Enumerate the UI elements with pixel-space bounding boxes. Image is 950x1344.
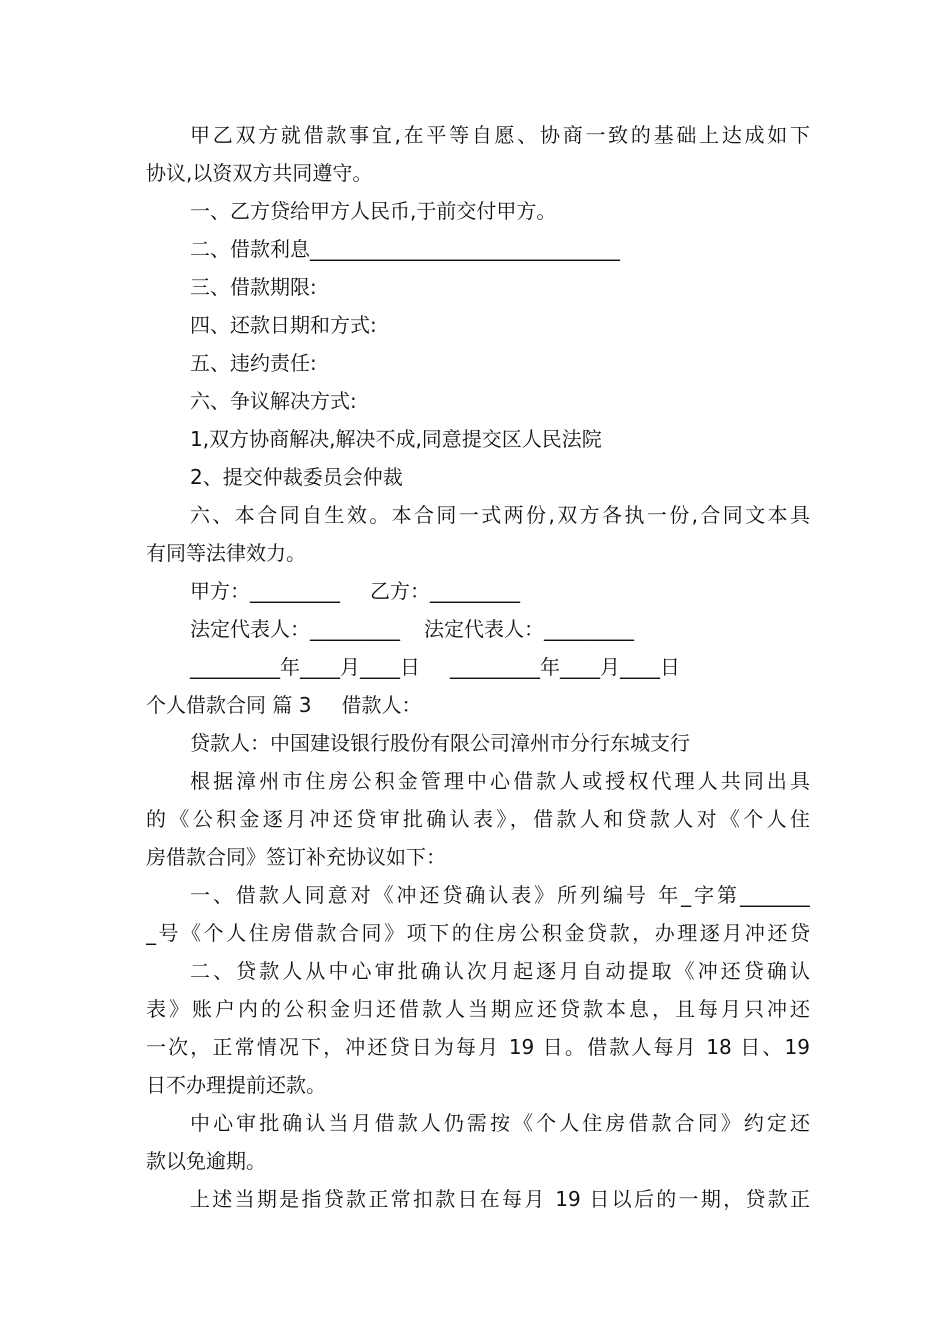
paragraph-line: 款以免逾期。 <box>146 1149 266 1173</box>
paragraph-line: 根据漳州市住房公积金管理中心借款人或授权代理人共同出具 <box>190 769 810 793</box>
dispute-option-2: 2、提交仲裁委员会仲裁 <box>190 465 403 489</box>
paragraph-line: 房借款合同》签订补充协议如下： <box>146 845 446 869</box>
signature-dates <box>146 648 810 686</box>
party-b-field: 乙方：_________ <box>370 579 520 603</box>
party-a-field: 甲方：_________ <box>190 579 340 603</box>
paragraph-line: 一次，正常情况下，冲还贷日为每月 19 日。借款人每月 18 日、19 <box>146 1035 810 1059</box>
paragraph-line: 中心审批确认当月借款人仍需按《个人住房借款合同》约定还 <box>190 1111 810 1135</box>
clause-1: 一、乙方贷给甲方人民币,于前交付甲方。 <box>190 199 557 223</box>
borrower-label: 借款人： <box>341 693 422 717</box>
section-title: 个人借款合同 篇 3 <box>146 693 312 717</box>
paragraph-line: 有同等法律效力。 <box>146 541 306 565</box>
paragraph-line: 二、贷款人从中心审批确认次月起逐月自动提取《冲还贷确认 <box>190 959 810 983</box>
paragraph-line: 日不办理提前还款。 <box>146 1073 326 1097</box>
paragraph-line: 六、本合同自生效。本合同一式两份,双方各执一份,合同文本具 <box>190 503 810 527</box>
date-a-field: _________年____月____日 <box>190 655 420 679</box>
document-body <box>146 116 810 1218</box>
section-heading <box>146 686 810 724</box>
date-b-field: _________年____月____日 <box>450 655 680 679</box>
signature-representatives <box>146 610 810 648</box>
rep-b-field: 法定代表人：_________ <box>424 617 634 641</box>
paragraph-line: 协议,以资双方共同遵守。 <box>146 161 373 185</box>
rep-a-field: 法定代表人：_________ <box>190 617 400 641</box>
lender-line: 贷款人：中国建设银行股份有限公司漳州市分行东城支行 <box>190 731 690 755</box>
paragraph-line: 甲乙双方就借款事宜,在平等自愿、协商一致的基础上达成如下 <box>190 123 810 147</box>
clause-3-term: 三、借款期限: <box>190 275 317 299</box>
clause-6-dispute: 六、争议解决方式: <box>190 389 357 413</box>
clause-2-interest: 二、借款利息_______________________________ <box>190 237 620 261</box>
paragraph-line: 的《公积金逐月冲还贷审批确认表》，借款人和贷款人对《个人住 <box>146 807 810 831</box>
clause-5-liability: 五、违约责任: <box>190 351 317 375</box>
paragraph-line: 表》账户内的公积金归还借款人当期应还贷款本息，且每月只冲还 <box>146 997 810 1021</box>
signature-parties <box>146 572 810 610</box>
paragraph-line: 一、借款人同意对《冲还贷确认表》所列编号 年_字第_______ <box>190 883 810 907</box>
paragraph-line: _号《个人住房借款合同》项下的住房公积金贷款，办理逐月冲还贷 <box>146 921 810 945</box>
paragraph-line: 上述当期是指贷款正常扣款日在每月 19 日以后的一期，贷款正 <box>190 1187 810 1211</box>
dispute-option-1: 1,双方协商解决,解决不成,同意提交区人民法院 <box>190 427 602 451</box>
clause-4-repayment: 四、还款日期和方式: <box>190 313 377 337</box>
